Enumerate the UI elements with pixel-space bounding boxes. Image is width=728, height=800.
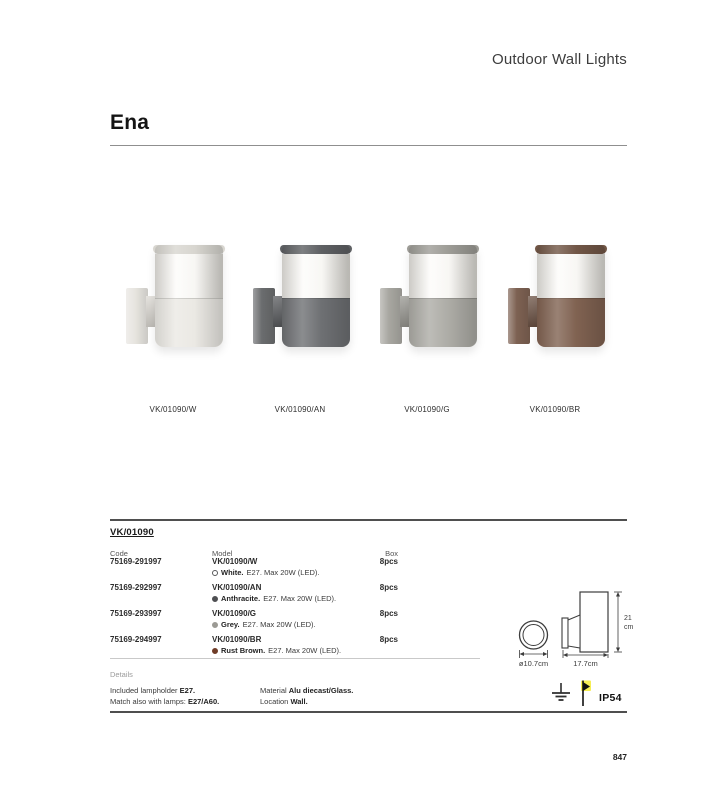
finish-color-dot xyxy=(212,622,218,628)
lamp-body xyxy=(155,298,223,347)
model-description xyxy=(212,594,412,603)
product-code: 75169-294997 xyxy=(110,635,162,644)
product-model-label: VK/01090/G xyxy=(404,405,450,414)
height-dimension-value: 21 xyxy=(624,615,632,622)
model-description xyxy=(212,620,412,629)
page-number: 847 xyxy=(612,752,627,762)
detail-location xyxy=(260,697,308,706)
footer-divider xyxy=(110,711,627,713)
bracket-plate xyxy=(126,288,148,344)
detail-value: Wall. xyxy=(290,697,308,706)
lamp-cap xyxy=(153,245,225,254)
lamp-diffuser xyxy=(409,254,477,298)
model-description xyxy=(212,568,412,577)
detail-value: Alu diecast/Glass. xyxy=(288,686,354,695)
product-figure-anthracite xyxy=(245,233,355,423)
lamp-cap xyxy=(407,245,479,254)
bracket-plate xyxy=(253,288,275,344)
detail-value: E27. xyxy=(179,686,196,695)
detail-lampholder xyxy=(110,686,195,695)
family-code: VK/01090 xyxy=(110,527,154,538)
wall-light-photo xyxy=(372,233,482,347)
wall-light-symbol-icon xyxy=(579,679,593,708)
lamp-body xyxy=(282,298,350,347)
product-model-label: VK/01090/W xyxy=(149,405,197,414)
detail-label: Location xyxy=(260,697,291,706)
column-header-box: Box xyxy=(385,549,398,558)
detail-label: Match also with lamps: xyxy=(110,697,188,706)
details-heading: Details xyxy=(110,670,133,679)
lamp-cap xyxy=(280,245,352,254)
detail-value: E27/A60. xyxy=(187,697,220,706)
lamp-spec: E27. Max 20W (LED). xyxy=(246,568,320,577)
box-quantity: 8pcs xyxy=(379,609,398,618)
lamp-diffuser xyxy=(282,254,350,298)
finish-name: Rust Brown. xyxy=(221,646,266,655)
top-view-inner-circle xyxy=(523,625,544,646)
table-bottom-divider xyxy=(110,658,480,659)
lamp-cylinder xyxy=(537,245,605,347)
side-view-bracket-arm xyxy=(568,615,580,648)
bracket-plate xyxy=(508,288,530,344)
product-model-label: VK/01090/BR xyxy=(529,405,581,414)
side-view-bracket-plate xyxy=(562,618,568,648)
diameter-dimension-label: ø10.7cm xyxy=(518,659,549,668)
lamp-diffuser xyxy=(537,254,605,298)
finish-name: Anthracite. xyxy=(221,594,261,603)
column-header-code: Code xyxy=(110,549,128,558)
model-name: VK/01090/W xyxy=(212,557,258,566)
product-code: 75169-292997 xyxy=(110,583,162,592)
lamp-spec: E27. Max 20W (LED). xyxy=(263,594,337,603)
wall-light-photo xyxy=(245,233,355,347)
column-header-model: Model xyxy=(212,549,233,558)
product-code: 75169-291997 xyxy=(110,557,162,566)
finish-color-dot xyxy=(212,648,218,654)
bracket-plate xyxy=(380,288,402,344)
ground-class-icon xyxy=(550,682,572,704)
lamp-cylinder xyxy=(409,245,477,347)
page-title: Ena xyxy=(110,111,150,134)
finish-name: Grey. xyxy=(221,620,240,629)
table-row xyxy=(110,583,410,607)
lamp-diffuser xyxy=(155,254,223,298)
product-figure-white xyxy=(118,233,228,423)
detail-material xyxy=(260,686,353,695)
product-model-label: VK/01090/AN xyxy=(274,405,326,414)
model-name: VK/01090/BR xyxy=(212,635,262,644)
height-dimension-unit: cm xyxy=(624,624,634,631)
wall-light-photo xyxy=(500,233,610,347)
finish-color-dot xyxy=(212,596,218,602)
lamp-body xyxy=(409,298,477,347)
table-row xyxy=(110,609,410,633)
box-quantity: 8pcs xyxy=(379,557,398,566)
ip-rating-badge: IP54 xyxy=(599,692,622,704)
box-quantity: 8pcs xyxy=(379,583,398,592)
finish-name: White. xyxy=(221,568,244,577)
product-code: 75169-293997 xyxy=(110,609,162,618)
detail-match-lamps xyxy=(110,697,219,706)
lamp-cylinder xyxy=(282,245,350,347)
model-name: VK/01090/G xyxy=(212,609,257,618)
table-top-divider xyxy=(110,519,627,521)
lamp-cylinder xyxy=(155,245,223,347)
top-view-outer-circle xyxy=(520,621,548,649)
model-description xyxy=(212,646,412,655)
detail-label: Material xyxy=(260,686,289,695)
title-divider xyxy=(110,145,627,146)
dimension-drawing xyxy=(495,584,643,672)
model-name: VK/01090/AN xyxy=(212,583,262,592)
table-row xyxy=(110,557,410,581)
side-view-body xyxy=(580,592,608,652)
wall-light-photo xyxy=(118,233,228,347)
product-figure-grey xyxy=(372,233,482,423)
lamp-spec: E27. Max 20W (LED). xyxy=(268,646,342,655)
lamp-body xyxy=(537,298,605,347)
lamp-cap xyxy=(535,245,607,254)
box-quantity: 8pcs xyxy=(379,635,398,644)
lamp-spec: E27. Max 20W (LED). xyxy=(242,620,316,629)
category-title: Outdoor Wall Lights xyxy=(492,51,627,68)
detail-label: Included lampholder xyxy=(110,686,180,695)
product-figure-rust-brown xyxy=(500,233,610,423)
finish-color-dot xyxy=(212,570,218,576)
depth-dimension-label: 17.7cm xyxy=(573,659,598,668)
table-row xyxy=(110,635,410,659)
